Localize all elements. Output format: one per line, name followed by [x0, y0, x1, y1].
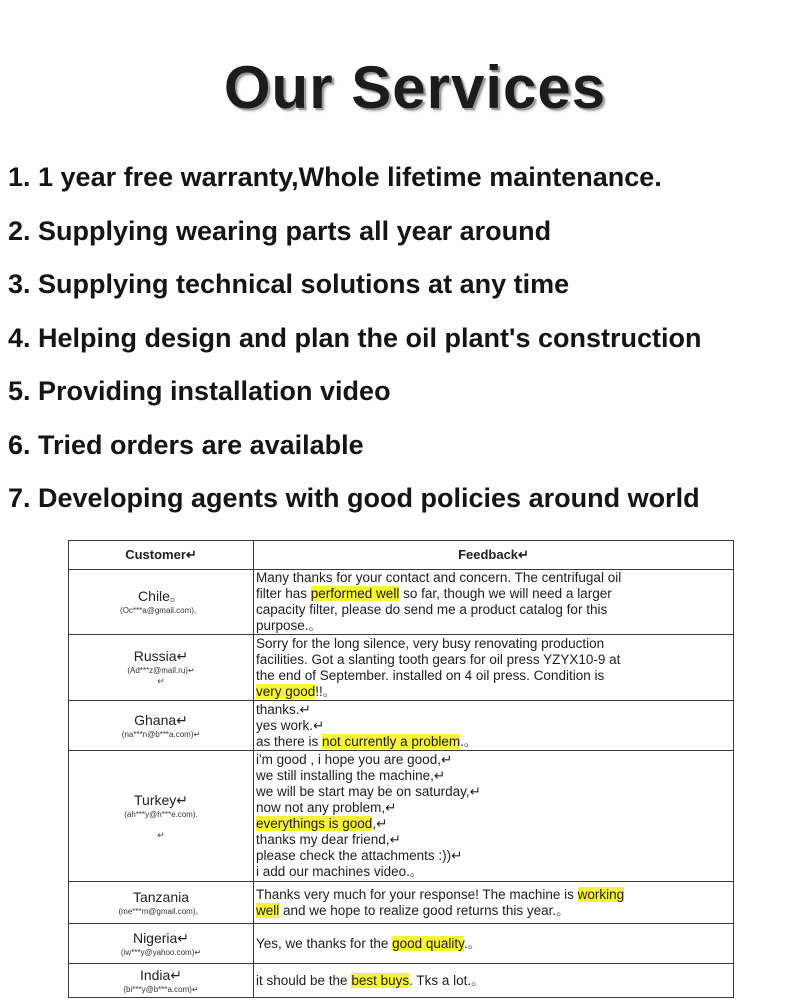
- feedback-line: now not any problem,↵: [256, 800, 397, 815]
- feedback-text: Thanks very much for your response! The machine is: [256, 886, 578, 902]
- table-row: [69, 751, 734, 882]
- feedback-text: it should be the: [256, 972, 352, 988]
- feedback-cell: [254, 924, 734, 964]
- feedback-text: . Tks a lot.。: [409, 972, 485, 988]
- feedback-line: please check the attachments :))↵: [256, 848, 463, 863]
- table-header-row: [69, 541, 734, 570]
- feedback-line: we still installing the machine,↵: [256, 768, 446, 783]
- feedback-line: i'm good , i hope you are good,↵: [256, 752, 453, 767]
- customer-cell: [69, 924, 254, 964]
- table-row: [69, 570, 734, 635]
- highlighted-phrase: everythings is good: [256, 816, 373, 831]
- customer-cell: [69, 701, 254, 751]
- highlighted-phrase: very good: [256, 683, 316, 699]
- feedback-cell: [254, 570, 734, 635]
- service-item: 2. Supplying wearing parts all year around: [8, 215, 552, 246]
- feedback-line: facilities. Got a slanting tooth gears for oil press YZYX10-9 at: [256, 651, 621, 667]
- feedback-line: we will be start may be on saturday,↵: [256, 784, 481, 799]
- table-row: [69, 701, 734, 751]
- highlighted-phrase: working: [577, 886, 625, 902]
- feedback-cell: [254, 882, 734, 924]
- customer-email: (na***n@b***a.com)↵: [121, 729, 201, 739]
- customer-cell: [69, 751, 254, 882]
- feedback-line: purpose.。: [256, 618, 323, 633]
- feedback-line: [256, 887, 733, 903]
- customer-name: Tanzania: [132, 888, 190, 905]
- feedback-text: .。: [463, 935, 482, 951]
- page-title: Our Services: [223, 54, 607, 121]
- feedback-text: as there is: [256, 733, 323, 749]
- customer-cell: [69, 882, 254, 924]
- service-item: 3. Supplying technical solutions at any time: [8, 269, 570, 299]
- feedback-line: [256, 903, 733, 919]
- service-item: 4. Helping design and plan the oil plant's construction: [8, 322, 702, 353]
- customer-email: (Oc***a@gmail.com)。: [120, 606, 202, 615]
- table-row: [69, 924, 734, 964]
- feedback-cell: [254, 964, 734, 998]
- feedback-text: filter has: [256, 586, 311, 601]
- service-item: 7. Developing agents with good policies around world: [8, 483, 700, 513]
- customer-feedback-table: [68, 540, 734, 998]
- feedback-text: Yes, we thanks for the: [256, 935, 393, 951]
- feedback-text: ,↵: [372, 816, 388, 831]
- paragraph-mark: ↵: [157, 829, 165, 840]
- customer-email: (me***m@gmail.com)。: [118, 906, 204, 916]
- customer-cell: [69, 570, 254, 635]
- feedback-line: thanks my dear friend,↵: [256, 832, 401, 847]
- table-row: [69, 882, 734, 924]
- feedback-line: [256, 586, 733, 602]
- paragraph-mark: ↵: [157, 676, 165, 686]
- customer-email: (iw***y@yahoo.com)↵: [120, 947, 202, 957]
- table-row: [69, 964, 734, 998]
- services-list: [8, 160, 701, 535]
- feedback-cell: [254, 635, 734, 701]
- feedback-cell: [254, 751, 734, 882]
- highlighted-phrase: best buys: [351, 972, 410, 988]
- header-feedback: Feedback↵: [254, 541, 734, 570]
- feedback-line: Sorry for the long silence, very busy renovating production: [256, 635, 605, 651]
- feedback-line: the end of September. installed on 4 oil press. Condition is: [256, 667, 605, 683]
- feedback-line: [256, 816, 733, 832]
- feedback-line: thanks.↵: [256, 701, 311, 717]
- feedback-line: [256, 936, 733, 952]
- header-customer: Customer↵: [69, 541, 254, 570]
- highlighted-phrase: performed well: [310, 586, 400, 601]
- service-item: 1. 1 year free warranty,Whole lifetime maintenance.: [8, 162, 662, 192]
- feedback-line: Many thanks for your contact and concern. The centrifugal oil: [256, 570, 622, 585]
- service-item: 5. Providing installation video: [8, 376, 391, 406]
- highlighted-phrase: good quality: [392, 935, 464, 951]
- customer-name: Ghana↵: [134, 711, 188, 728]
- highlighted-phrase: not currently a problem: [322, 733, 461, 749]
- customer-email: (Ad***z@mail.ru)↵: [127, 666, 195, 675]
- feedback-text: and we hope to realize good returns this year.。: [279, 902, 570, 918]
- feedback-text: so far, though we will need a larger: [399, 586, 612, 601]
- feedback-line: yes work.↵: [256, 717, 325, 733]
- customer-cell: [69, 635, 254, 701]
- feedback-text: !!。: [315, 683, 337, 699]
- feedback-line: [256, 734, 733, 750]
- customer-name: Russia↵: [133, 648, 189, 664]
- feedback-line: [256, 973, 733, 989]
- highlighted-phrase: well: [256, 902, 280, 918]
- feedback-cell: [254, 701, 734, 751]
- feedback-text: .。: [460, 733, 478, 749]
- feedback-line: capacity filter, please do send me a product catalog for this: [256, 602, 608, 617]
- customer-name: Chile。: [138, 588, 184, 604]
- service-item: 6. Tried orders are available: [8, 429, 364, 460]
- customer-name: Nigeria↵: [132, 929, 190, 946]
- customer-email: (ah***y@h***e.com).: [124, 809, 198, 819]
- feedback-line: i add our machines video.。: [256, 864, 424, 879]
- table-row: [69, 635, 734, 701]
- customer-email: (bi***y@b***a.com)↵: [123, 984, 199, 994]
- customer-name: India↵: [139, 966, 183, 983]
- customer-name: Turkey↵: [134, 791, 188, 808]
- feedback-line: [256, 684, 733, 700]
- customer-cell: [69, 964, 254, 998]
